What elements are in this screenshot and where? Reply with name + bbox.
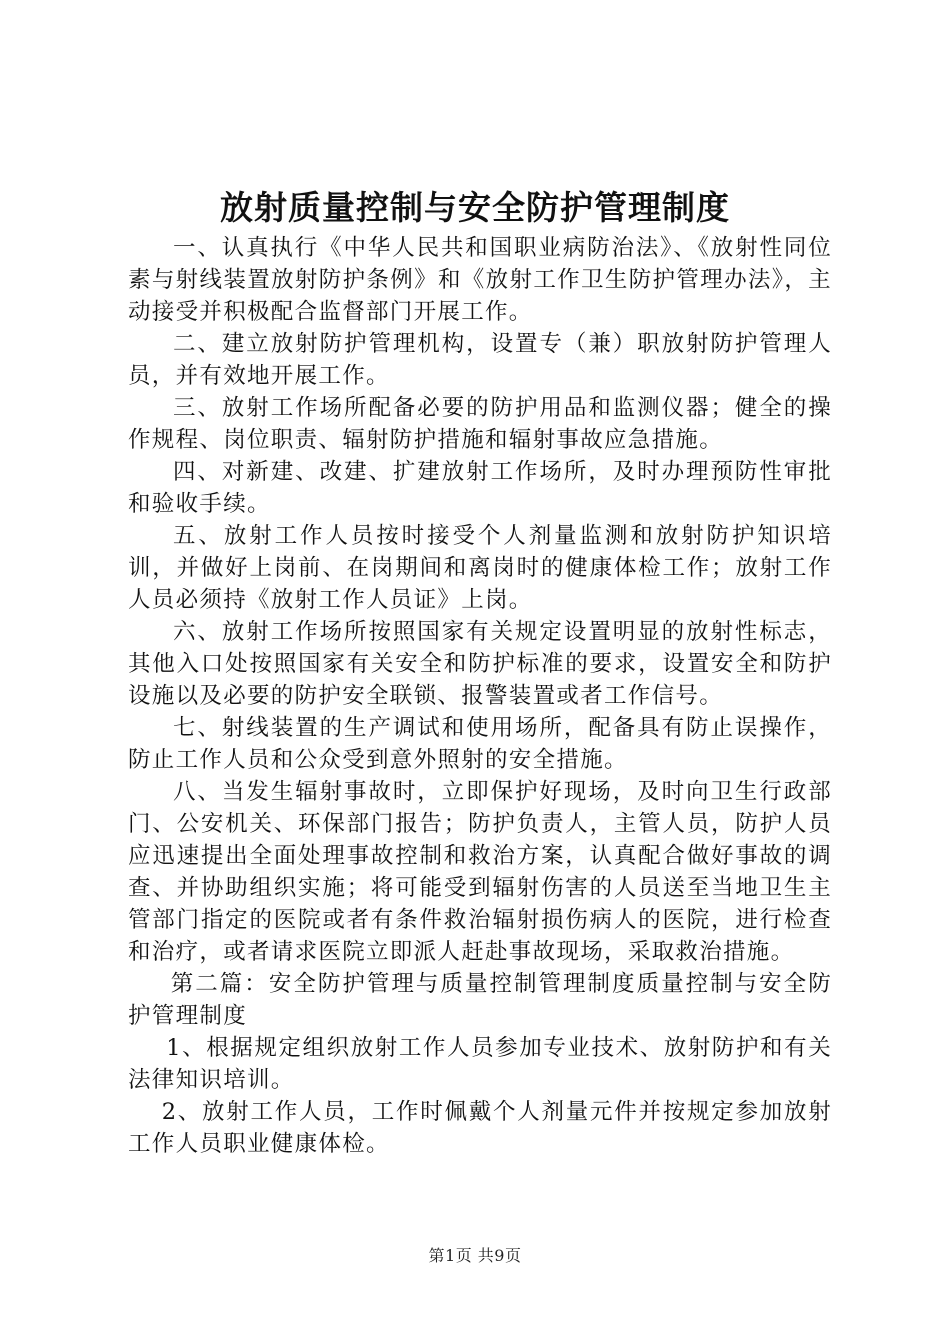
paragraph-7: 七、射线装置的生产调试和使用场所，配备具有防止误操作，防止工作人员和公众受到意外照射的安全措施。 xyxy=(128,715,832,773)
paragraph-3: 三、放射工作场所配备必要的防护用品和监测仪器；健全的操作规程、岗位职责、辐射防护措施和辐射事故应急措施。 xyxy=(128,395,832,453)
paragraph-2: 二、建立放射防护管理机构，设置专（兼）职放射防护管理人员，并有效地开展工作。 xyxy=(128,331,832,389)
section-heading-part-2: 第二篇：安全防护管理与质量控制管理制度质量控制与安全防护管理制度 xyxy=(128,971,832,1029)
paragraph-1: 一、认真执行《中华人民共和国职业病防治法》、《放射性同位素与射线装置放射防护条例》和《放射工作卫生防护管理办法》，主动接受并积极配合监督部门开展工作。 xyxy=(128,235,832,325)
paragraph-5: 五、放射工作人员按时接受个人剂量监测和放射防护知识培训，并做好上岗前、在岗期间和离岗时的健康体检工作；放射工作人员必须持《放射工作人员证》上岗。 xyxy=(128,523,832,613)
paragraph-4: 四、对新建、改建、扩建放射工作场所，及时办理预防性审批和验收手续。 xyxy=(128,459,832,517)
document-body xyxy=(128,232,832,1160)
page-footer: 第1页 共9页 xyxy=(428,1246,522,1265)
document-title: 放射质量控制与安全防护管理制度 xyxy=(220,188,730,227)
paragraph-6: 六、放射工作场所按照国家有关规定设置明显的放射性标志，其他入口处按照国家有关安全和防护标准的要求，设置安全和防护设施以及必要的防护安全联锁、报警装置或者工作信号。 xyxy=(128,619,832,709)
numbered-item-1: 1、根据规定组织放射工作人员参加专业技术、放射防护和有关法律知识培训。 xyxy=(128,1035,832,1093)
paragraph-8: 八、当发生辐射事故时，立即保护好现场，及时向卫生行政部门、公安机关、环保部门报告；防护负责人，主管人员，防护人员应迅速提出全面处理事故控制和救治方案，认真配合做好事故的调查、并协助组织实施；将可能受到辐射伤害的人员送至当地卫生主管部门指定的医院或者有条件救治辐射损伤病人的医院，进行检查和治疗，或者请求医院立即派人赶赴事故现场，采取救治措施。 xyxy=(128,779,832,965)
numbered-item-2: 2、放射工作人员，工作时佩戴个人剂量元件并按规定参加放射工作人员职业健康体检。 xyxy=(128,1099,832,1157)
